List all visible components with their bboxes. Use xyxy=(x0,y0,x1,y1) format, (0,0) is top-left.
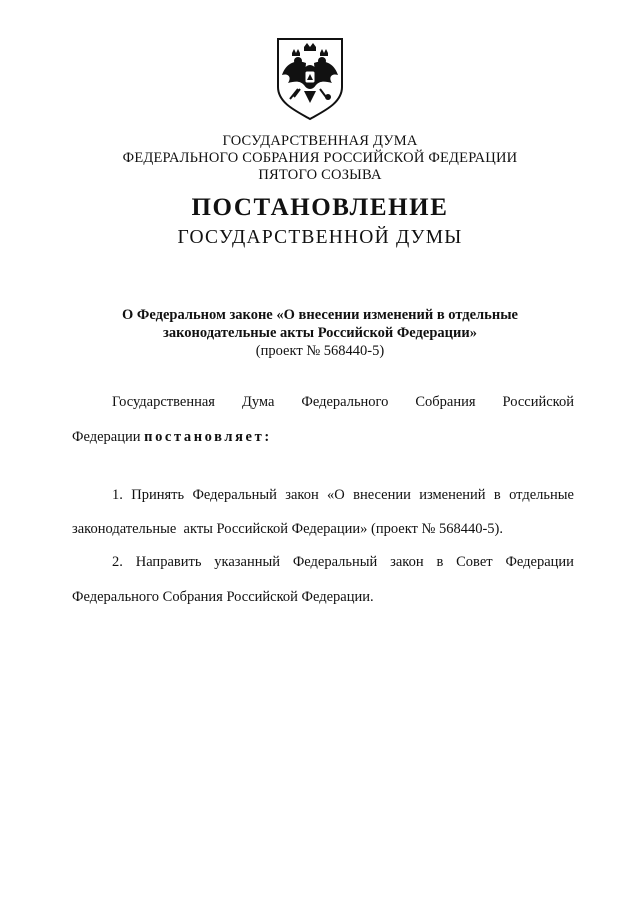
preamble-word: Федерального xyxy=(301,394,389,410)
item-word: Федерации xyxy=(505,554,574,570)
item-word: Направить xyxy=(135,554,202,570)
item-2-line-1 xyxy=(112,554,574,571)
subject-line-1: О Федеральном законе «О внесении изменений в отдельные xyxy=(122,307,518,323)
preamble-word: Дума xyxy=(241,394,275,410)
item-word: отдельные xyxy=(509,487,574,503)
document-type: ПОСТАНОВЛЕНИЕ xyxy=(191,194,449,221)
item-word: 2. xyxy=(112,554,123,570)
item-word: «О xyxy=(327,487,345,503)
subject xyxy=(0,306,640,360)
item-2-line-2: Федерального Собрания Российской Федерации. xyxy=(72,589,374,605)
item-word: Совет xyxy=(456,554,493,570)
preamble-line-1 xyxy=(112,394,574,411)
item-word: Федеральный xyxy=(192,487,277,503)
item-word: закон xyxy=(390,554,424,570)
item-word: Принять xyxy=(131,487,185,503)
header-line-2: ФЕДЕРАЛЬНОГО СОБРАНИЯ РОССИЙСКОЙ ФЕДЕРАЦИИ xyxy=(122,150,518,166)
subject-line-3: (проект № 568440-5) xyxy=(255,343,385,359)
item-word: указанный xyxy=(214,554,280,570)
item-word: изменений xyxy=(419,487,486,503)
item-1-line-1 xyxy=(112,487,574,504)
decree-word: постановляет: xyxy=(144,429,272,445)
document-type-sub: ГОСУДАРСТВЕННОЙ ДУМЫ xyxy=(177,227,463,248)
item-word: Федеральный xyxy=(292,554,378,570)
preamble-word: Государственная xyxy=(112,394,215,410)
item-word: в xyxy=(436,554,444,570)
preamble-word: Федерации xyxy=(72,429,141,445)
preamble-word: Собрания xyxy=(415,394,476,410)
item-word: 1. xyxy=(112,487,123,503)
preamble-word: Российской xyxy=(502,394,574,410)
item-word: закон xyxy=(285,487,319,503)
coat-of-arms-icon xyxy=(274,35,346,121)
item-word: внесении xyxy=(353,487,411,503)
header-line-3: ПЯТОГО СОЗЫВА xyxy=(258,167,382,183)
item-word: в xyxy=(493,487,501,503)
preamble-line-2 xyxy=(72,429,272,446)
subject-line-2: законодательные акты Российской Федерации» xyxy=(163,325,477,341)
item-1-line-2: законодательные акты Российской Федерации» (проект № 568440-5). xyxy=(72,521,503,537)
header-line-1: ГОСУДАРСТВЕННАЯ ДУМА xyxy=(222,133,418,149)
